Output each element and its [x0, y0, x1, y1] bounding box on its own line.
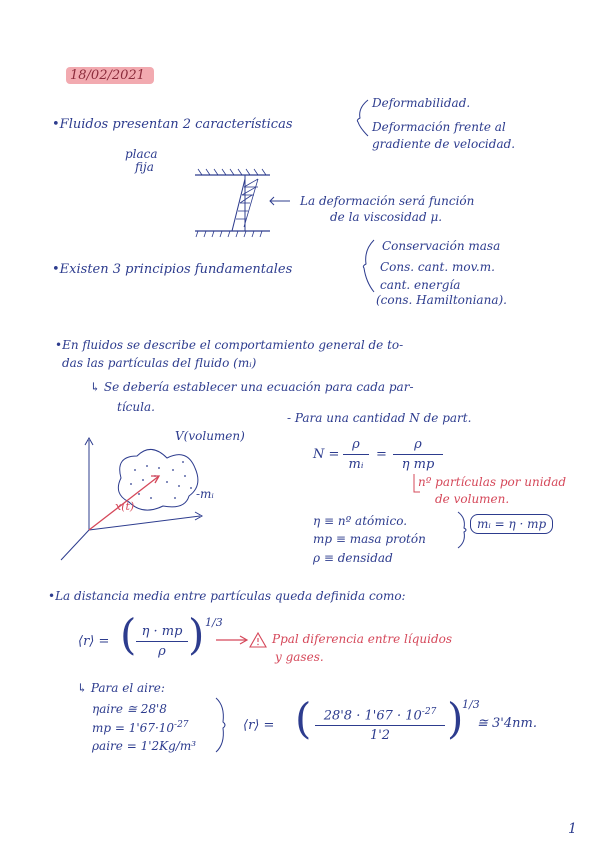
air-rho: ρaire = 1'2Kg/m³	[92, 739, 197, 753]
section1-opt2b: gradiente de velocidad.	[372, 137, 516, 151]
r-eq-exponent: 1/3	[205, 616, 223, 629]
air-title: ↳ Para el aire:	[77, 681, 165, 695]
warn-text-a: Ppal diferencia entre líquidos	[272, 632, 453, 646]
n-frac-2-num: ρ	[393, 437, 443, 455]
red-note-a: nº partículas por unidad	[418, 475, 567, 489]
section3-line1: •En fluidos se describe el comportamiento general de to-	[55, 338, 404, 352]
section3-arrow1a: ↳ Se debería establecer una ecuación para cada par-	[90, 380, 414, 394]
section2-main: •Existen 3 principios fundamentales	[52, 262, 293, 277]
plate-diagram	[190, 165, 300, 245]
r2-eq-frac-num: 28'8 · 1'67 · 10	[323, 708, 422, 724]
section1-opt1: Deformabilidad.	[372, 96, 471, 110]
def-eta: η ≡ nº atómico.	[313, 514, 408, 528]
def-mp: mp ≡ masa protón	[313, 532, 426, 546]
n-frac-1	[343, 437, 369, 472]
brace-3	[456, 510, 470, 550]
n-frac-1-num: ρ	[343, 437, 369, 455]
principle-4: (cons. Hamiltoniana).	[376, 293, 507, 307]
n-frac-2	[393, 437, 443, 472]
n-frac-2-den: η mp	[401, 457, 435, 472]
red-arrow	[212, 630, 270, 650]
n-eq-equals: =	[376, 447, 387, 462]
principle-3: cant. energía	[380, 278, 461, 292]
r2-result: ≅ 3'4nm.	[477, 716, 537, 731]
section4-main: •La distancia media entre partículas queda definida como:	[48, 589, 406, 603]
warn-text-b: y gases.	[275, 650, 324, 664]
placa-label-b: fija	[135, 160, 154, 174]
r2-eq-frac-num-exp: -27	[421, 707, 437, 717]
r-eq-frac-num: η · mp	[136, 624, 188, 642]
r2-eq-frac	[315, 707, 445, 743]
section1-main: •Fluidos presentan 2 características	[52, 117, 293, 132]
principle-1: Conservación masa	[382, 239, 501, 253]
xt-label: x(t)	[115, 500, 135, 513]
boxed-equation: mᵢ = η · mp	[470, 514, 553, 534]
def-rho: ρ ≡ densidad	[313, 551, 393, 565]
deform-text-a: La deformación será función	[300, 194, 475, 208]
brace-4	[213, 696, 229, 754]
n-frac-1-den: mᵢ	[348, 457, 364, 472]
red-note-b: de volumen.	[435, 492, 510, 506]
r2-eq-exponent: 1/3	[462, 698, 480, 711]
r-eq-lhs: ⟨r⟩ =	[78, 634, 110, 649]
air-mp	[92, 721, 189, 734]
air-mp-base: mp = 1'67·10	[92, 721, 175, 735]
section1-opt2a: Deformación frente al	[372, 120, 506, 134]
principle-2: Cons. cant. mov.m.	[380, 260, 495, 274]
air-eta: ηaire ≅ 28'8	[92, 702, 167, 716]
r2-eq-rparen: )	[447, 694, 464, 743]
volumen-label: V(volumen)	[175, 429, 245, 443]
mi-label: -mᵢ	[196, 487, 214, 501]
r-eq-frac	[136, 624, 188, 659]
section3-arrow1b: tícula.	[117, 400, 155, 414]
date-text: 18/02/2021	[70, 68, 145, 83]
r2-eq-lparen: (	[295, 694, 312, 743]
placa-label-a: placa	[125, 147, 158, 161]
page-number: 1	[568, 821, 577, 837]
r2-eq-frac-num-wrap	[315, 707, 445, 726]
r-eq-frac-den: ρ	[158, 644, 166, 659]
air-mp-exp: -27	[174, 720, 189, 730]
r2-eq-lhs: ⟨r⟩ =	[243, 718, 275, 733]
r-eq-rparen: )	[188, 610, 205, 659]
deform-text-b: de la viscosidad μ.	[330, 210, 443, 224]
brace-2	[358, 238, 378, 294]
section3-line2: das las partículas del fluido (mᵢ)	[62, 356, 257, 370]
r-eq-lparen: (	[120, 610, 137, 659]
para-n-text: - Para una cantidad N de part.	[287, 411, 472, 425]
brace-1	[352, 98, 372, 138]
r2-eq-frac-den: 1'2	[369, 728, 391, 744]
n-eq-lhs: N =	[313, 447, 340, 462]
